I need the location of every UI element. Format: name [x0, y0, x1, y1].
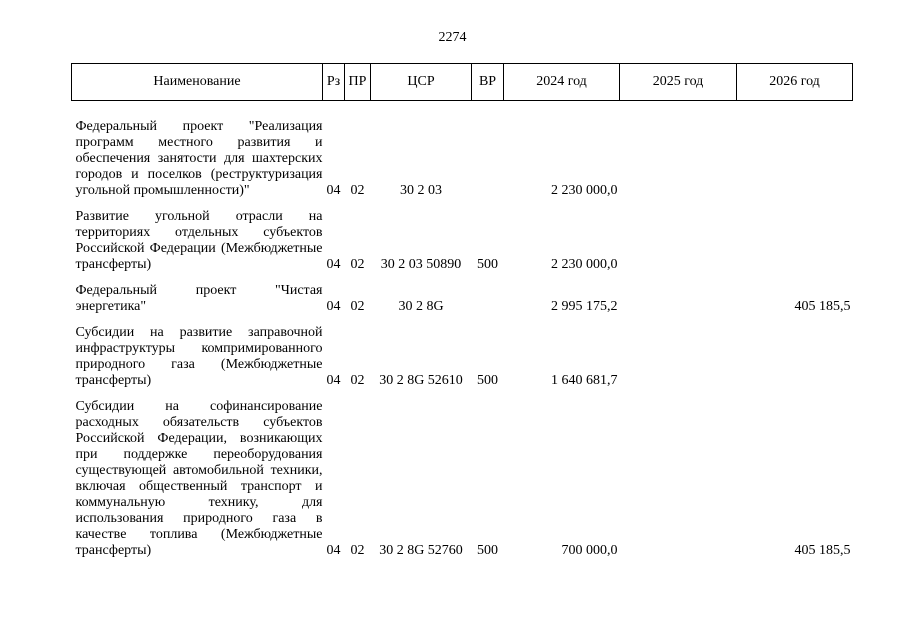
row-vr — [472, 109, 504, 199]
header-rz: Рз — [323, 64, 345, 101]
row-2026: 405 185,5 — [794, 543, 851, 558]
row-2025 — [620, 315, 737, 389]
row-2026 — [737, 199, 853, 273]
row-pr: 02 — [350, 257, 365, 272]
row-2026 — [737, 109, 853, 199]
row-vr: 500 — [477, 373, 498, 388]
row-pr: 02 — [350, 299, 365, 314]
row-vr — [472, 273, 504, 315]
row-2026 — [737, 315, 853, 389]
row-2025 — [620, 109, 737, 199]
row-rz: 04 — [326, 299, 341, 314]
row-csr: 30 2 8G — [398, 299, 444, 314]
header-2024: 2024 год — [504, 64, 620, 101]
row-pr: 02 — [350, 373, 365, 388]
row-2024: 1 640 681,7 — [551, 373, 618, 388]
budget-table — [71, 63, 853, 559]
row-2024: 2 995 175,2 — [551, 299, 618, 314]
header-2025: 2025 год — [620, 64, 737, 101]
row-csr: 30 2 8G 52760 — [379, 543, 463, 558]
row-csr: 30 2 03 50890 — [380, 257, 462, 272]
row-2024: 700 000,0 — [561, 543, 618, 558]
header-pr: ПР — [345, 64, 371, 101]
row-rz: 04 — [326, 183, 341, 198]
row-rz: 04 — [326, 543, 341, 558]
row-2025 — [620, 273, 737, 315]
row-pr: 02 — [350, 543, 365, 558]
row-rz: 04 — [326, 257, 341, 272]
table-row — [72, 389, 853, 559]
row-2024: 2 230 000,0 — [551, 183, 618, 198]
row-csr: 30 2 8G 52610 — [379, 373, 463, 388]
page-number: 2274 — [438, 30, 467, 45]
row-2025 — [620, 389, 737, 559]
row-vr: 500 — [477, 257, 498, 272]
table-row — [72, 315, 853, 389]
table-row — [72, 273, 853, 315]
row-name: Субсидии на софинансирование расходных обязательств субъектов Российской Федерации, возникающих при поддержке переоборудования существующей автомобильной техники, включая общественный транспорт и коммунальную технику, для использования природного газа в качестве топлива (Межбюджетные трансферты) — [75, 399, 323, 558]
header-csr: ЦСР — [371, 64, 472, 101]
header-2026: 2026 год — [737, 64, 853, 101]
row-vr: 500 — [477, 543, 498, 558]
row-pr: 02 — [350, 183, 365, 198]
header-vr: ВР — [472, 64, 504, 101]
table-header-row — [72, 64, 853, 101]
row-2024: 2 230 000,0 — [551, 257, 618, 272]
row-name: Развитие угольной отрасли на территориях отдельных субъектов Российской Федерации (Межбюджетные трансферты) — [75, 209, 323, 272]
row-name: Субсидии на развитие заправочной инфраструктуры компримированного природного газа (Межбюджетные трансферты) — [75, 325, 323, 388]
row-name: Федеральный проект "Чистая энергетика" — [75, 283, 323, 314]
row-2025 — [620, 199, 737, 273]
row-name: Федеральный проект "Реализация программ местного развития и обеспечения занятости для шахтерских городов и поселков (реструктуризация угольной промышленности)" — [75, 119, 323, 198]
row-rz: 04 — [326, 373, 341, 388]
header-name: Наименование — [72, 64, 323, 101]
row-csr: 30 2 03 — [400, 183, 442, 198]
row-2026: 405 185,5 — [794, 299, 851, 314]
table-row — [72, 199, 853, 273]
table-row — [72, 109, 853, 199]
